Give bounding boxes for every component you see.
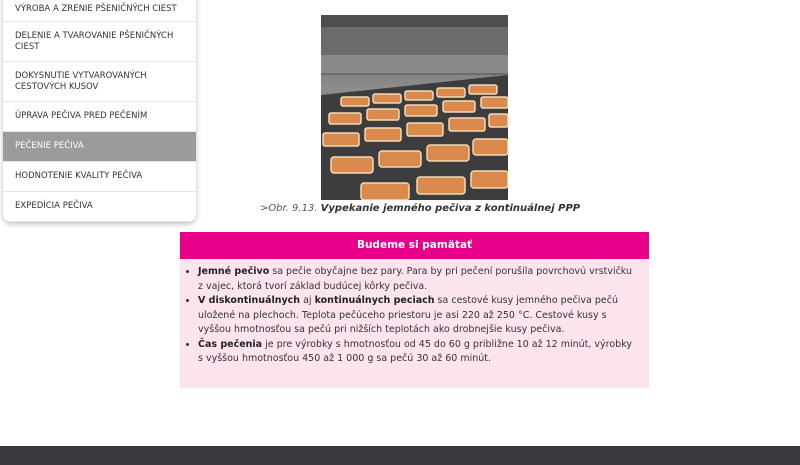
remember-text: sa pečie obyčajne bez pary. Para by pri pečení porušila povrchovú vrstvičku z vajec, ktorá tvorí základ budúcej kôrky pečiva. [198, 266, 633, 292]
remember-item [198, 338, 639, 367]
chapter-sidebar [3, 0, 196, 222]
remember-term: Čas pečenia [198, 338, 263, 350]
remember-item [198, 265, 639, 294]
remember-term: Jemné pečivo [198, 266, 270, 277]
remember-list [180, 259, 649, 367]
remember-item [198, 294, 639, 338]
sidebar-item[interactable]: PEČENIE PEČIVA [3, 132, 196, 162]
remember-text: sa cestové kusy jemného pečiva pečú uložené na plechoch. Teplota pečúceho priestoru je asi 220 až 250 °C. Cestové kusy s vyššou hmotnosťou sa pečú pri nižších teplotách ako drobnejšie kusy pečiva. [198, 295, 618, 335]
sidebar-item[interactable]: EXPEDÍCIA PEČIVA [3, 192, 196, 222]
remember-box [180, 232, 649, 388]
sidebar-item[interactable]: DELENIE A TVAROVANIE PŠENIČNÝCH CIEST [3, 22, 196, 62]
caption-prefix: >Obr. 9.13. [259, 203, 321, 214]
remember-term: kontinuálnych peciach [314, 295, 435, 306]
remember-text: aj [300, 295, 315, 306]
sidebar-item[interactable]: HODNOTENIE KVALITY PEČIVA [3, 162, 196, 192]
remember-title: Budeme si pamätať [180, 232, 649, 259]
caption-title: Vypekanie jemného pečiva z kontinuálnej PPP [320, 203, 581, 214]
figure-caption [230, 203, 610, 214]
remember-text: je pre výrobky s hmotnosťou od 45 do 60 g približne 10 až 12 minút, výrobky s vyššou hmotnosťou 450 až 1 000 g sa pečú 30 až 60 minút. [198, 338, 632, 364]
remember-term: V diskontinuálnych [198, 295, 301, 306]
baking-oven-photo [321, 15, 508, 200]
page-footer [0, 446, 800, 465]
oven-trays-illustration [321, 15, 508, 200]
sidebar-item[interactable]: ÚPRAVA PEČIVA PRED PEČENÍM [3, 102, 196, 132]
sidebar-item[interactable]: VÝROBA A ZRENIE PŠENIČNÝCH CIEST [3, 0, 196, 22]
sidebar-item[interactable]: DOKYSNUTIE VYTVAROVANÝCH CESTOVÝCH KUSOV [3, 62, 196, 102]
